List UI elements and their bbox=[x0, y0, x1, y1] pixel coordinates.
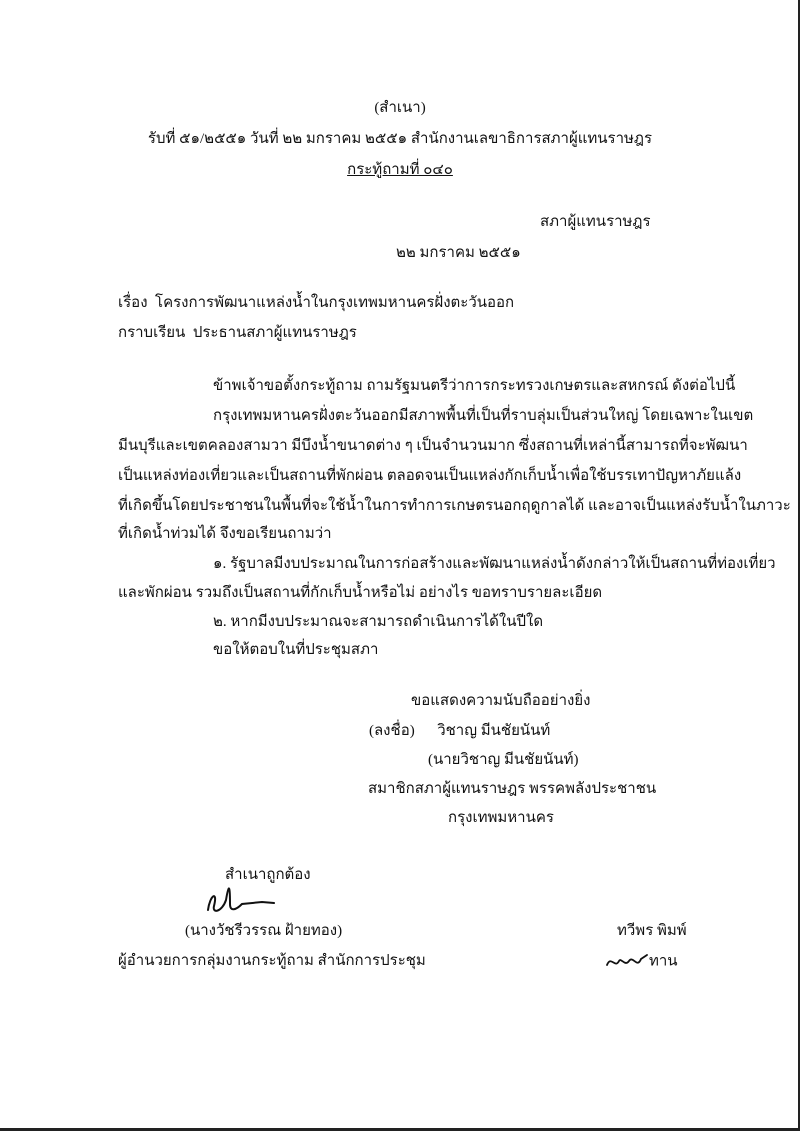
body-para-line: ที่เกิดน้ำท่วมได้ จึงขอเรียนถามว่า bbox=[118, 526, 332, 542]
closing-request: ขอให้ตอบในที่ประชุมสภา bbox=[213, 642, 379, 658]
subject-label: เรื่อง bbox=[118, 295, 148, 311]
subject-line bbox=[118, 293, 514, 313]
reviewer-note bbox=[605, 951, 678, 973]
received-line: รับที่ ๕๑/๒๕๕๑ วันที่ ๒๒ มกราคม ๒๕๕๑ สำนักงานเลขาธิการสภาผู้แทนราษฎร bbox=[147, 131, 653, 147]
body-para-line: เป็นแหล่งท่องเที่ยวและเป็นสถานที่พักผ่อน ตลอดจนเป็นแหล่งกักเก็บน้ำเพื่อใช้บรรเทาปัญหาภัยแล้ง bbox=[118, 468, 742, 484]
question-1-line-2: และพักผ่อน รวมถึงเป็นสถานที่กักเก็บน้ำหรือไม่ อย่างไร ขอทราบรายละเอียด bbox=[118, 585, 603, 601]
signer-full-name: (นายวิชาญ มีนชัยนันท์) bbox=[428, 752, 579, 768]
handwritten-signature bbox=[200, 870, 280, 920]
body-para-line: ที่เกิดขึ้นโดยประชาชนในพื้นที่จะใช้น้ำในการทำการเกษตรนอกฤดูกาลได้ และอาจเป็นแหล่งรับน้ำในภาวะ bbox=[118, 498, 791, 514]
signer-position: สมาชิกสภาผู้แทนราษฎร พรรคพลังประชาชน bbox=[368, 781, 657, 797]
signed-name: วิชาญ มีนชัยนันท์ bbox=[437, 723, 551, 739]
signed-label: (ลงชื่อ) bbox=[369, 723, 415, 739]
copy-label: (สำเนา) bbox=[374, 100, 426, 116]
subject-text: โครงการพัฒนาแหล่งน้ำในกรุงเทพมหานครฝั่งตะวันออก bbox=[155, 295, 515, 311]
certifier-name: (นางวัชรีวรรณ ฝ้ายทอง) bbox=[185, 923, 343, 939]
regards: ขอแสดงความนับถืออย่างยิ่ง bbox=[411, 693, 591, 709]
reviewer-initials-icon bbox=[605, 951, 649, 973]
signer-province: กรุงเทพมหานคร bbox=[448, 810, 554, 826]
certifier-title: ผู้อำนวยการกลุ่มงานกระทู้ถาม สำนักการประชุม bbox=[118, 953, 426, 969]
typist-note: ทวีพร พิมพ์ bbox=[617, 923, 687, 939]
question-number bbox=[0, 160, 800, 180]
sender-org: สภาผู้แทนราษฎร bbox=[540, 214, 651, 230]
sender-date: ๒๒ มกราคม ๒๕๕๑ bbox=[396, 245, 521, 261]
question-2: ๒. หากมีงบประมาณจะสามารถดำเนินการได้ในปีใด bbox=[213, 614, 544, 630]
body-para-line: มีนบุรีและเขตคลองสามวา มีบึงน้ำขนาดต่าง ๆ เป็นจำนวนมาก ซึ่งสถานที่เหล่านี้สามารถที่จะพัฒนา bbox=[118, 438, 748, 454]
salutation-line bbox=[118, 323, 357, 343]
body-para-line: กรุงเทพมหานครฝั่งตะวันออกมีสภาพพื้นที่เป็นที่ราบลุ่มเป็นส่วนใหญ่ โดยเฉพาะในเขต bbox=[213, 408, 754, 424]
question-1-line-1: ๑. รัฐบาลมีงบประมาณในการก่อสร้างและพัฒนาแหล่งน้ำดังกล่าวให้เป็นสถานที่ท่องเที่ยว bbox=[213, 556, 776, 572]
salutation-label: กราบเรียน bbox=[118, 325, 186, 341]
signed-line bbox=[369, 721, 550, 741]
question-number-text: กระทู้ถามที่ ๐๔๐ bbox=[347, 162, 453, 178]
certification-label: สำเนาถูกต้อง bbox=[225, 867, 311, 883]
reviewer-suffix: ทาน bbox=[649, 953, 678, 970]
salutation-text: ประธานสภาผู้แทนราษฎร bbox=[192, 325, 357, 341]
body-intro: ข้าพเจ้าขอตั้งกระทู้ถาม ถามรัฐมนตรีว่าการกระทรวงเกษตรและสหกรณ์ ดังต่อไปนี้ bbox=[213, 378, 736, 394]
